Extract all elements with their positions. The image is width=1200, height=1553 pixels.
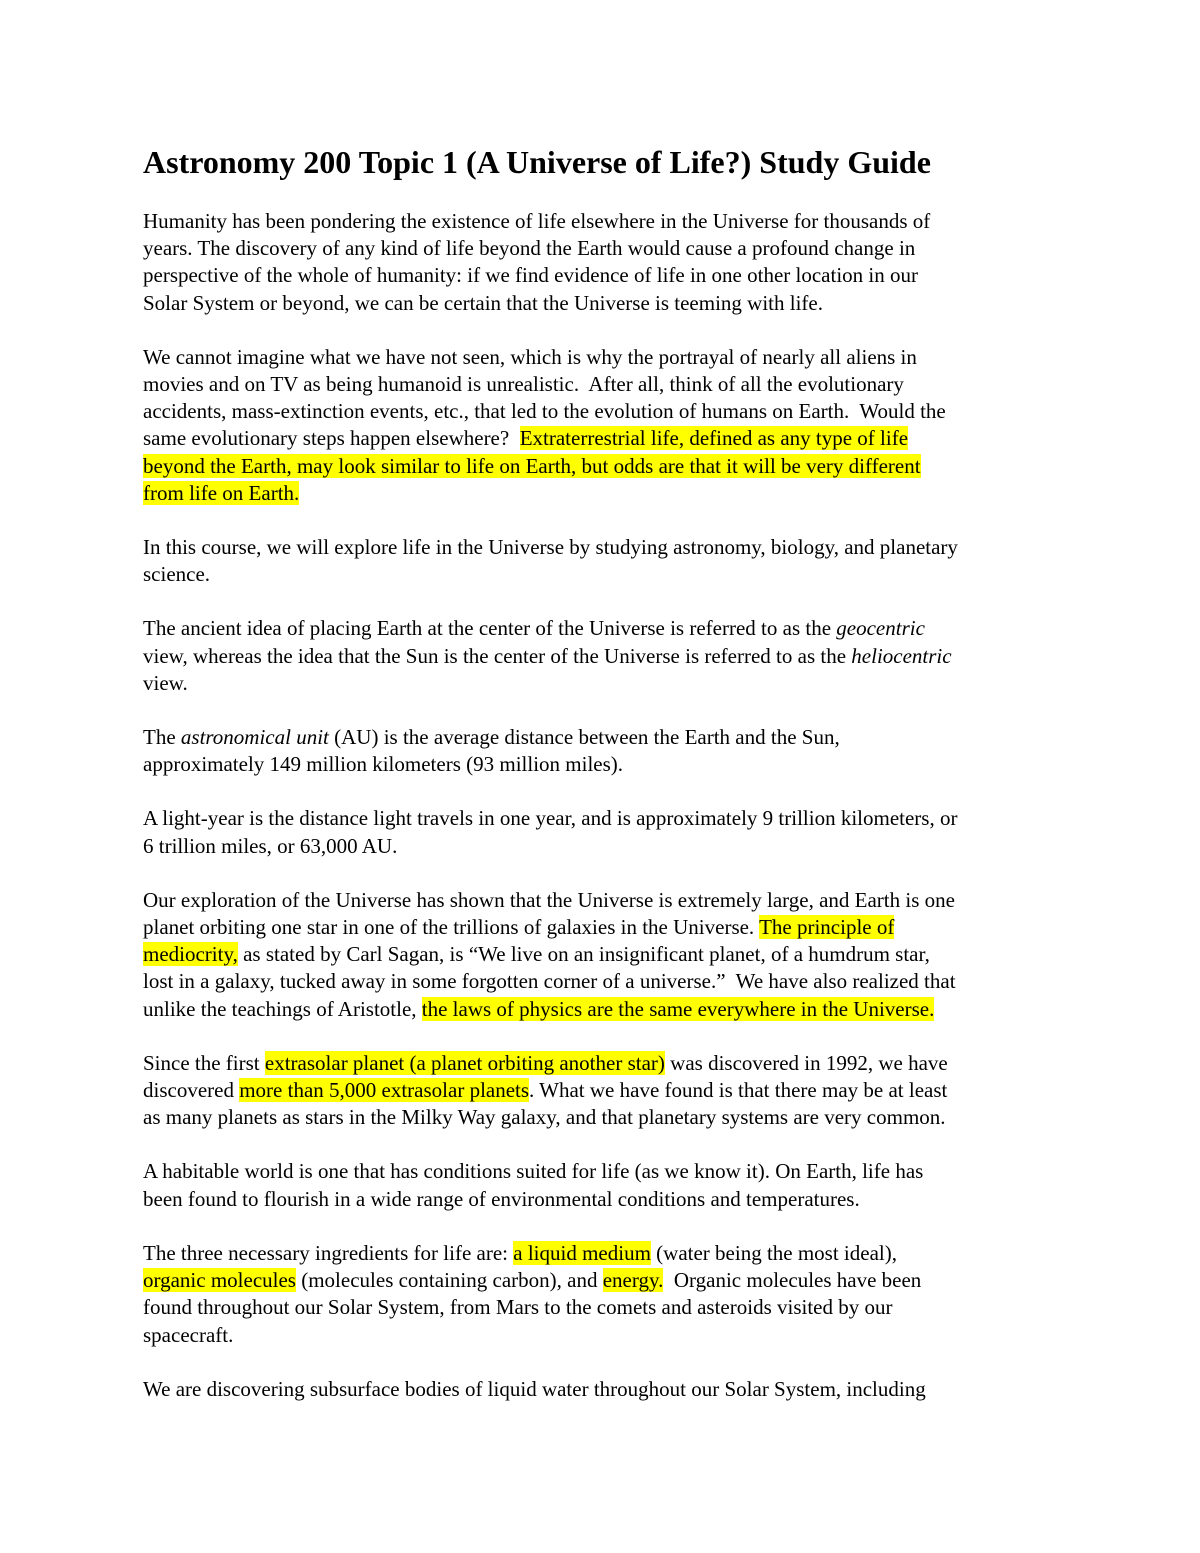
text-run: The ancient idea of placing Earth at the center of the Universe is referred to as the — [143, 616, 837, 641]
text-run: 6 trillion miles, or 63,000 AU. — [143, 833, 398, 858]
text-line — [143, 235, 1068, 262]
paragraph — [143, 805, 1068, 859]
text-line — [143, 453, 1068, 480]
text-run: In this course, we will explore life in the Universe by studying astronomy, biology, and planetary — [143, 535, 958, 560]
highlighted-text: more than 5,000 extrasolar planets — [239, 1078, 530, 1103]
text-line — [143, 1240, 1068, 1267]
highlighted-text: beyond the Earth, may look similar to life on Earth, but odds are that it will be very different — [143, 453, 921, 478]
text-line — [143, 724, 1068, 751]
document-body — [143, 138, 1068, 1430]
text-run: science. — [143, 562, 211, 587]
text-line — [143, 290, 1068, 317]
text-run: accidents, mass-extinction events, etc., that led to the evolution of humans on Earth. Would the — [143, 399, 946, 424]
text-run: Our exploration of the Universe has shown that the Universe is extremely large, and Earth is one — [143, 887, 955, 912]
text-run: was discovered in 1992, we have — [664, 1050, 948, 1075]
text-run: (water being the most ideal), — [650, 1240, 897, 1265]
text-run: lost in a galaxy, tucked away in some forgotten corner of a universe.” We have also realized that — [143, 969, 956, 994]
text-run: (AU) is the average distance between the Earth and the Sun, — [328, 725, 840, 750]
highlighted-text: energy. — [602, 1268, 664, 1293]
highlighted-text: organic molecules — [143, 1268, 296, 1293]
text-run: Since the first — [143, 1050, 265, 1075]
text-run: as many planets as stars in the Milky Way galaxy, and that planetary systems are very common. — [143, 1105, 946, 1130]
text-line — [143, 1050, 1068, 1077]
paragraph — [143, 1050, 1068, 1132]
text-run: unlike the teachings of Aristotle, — [143, 996, 422, 1021]
text-line — [143, 1104, 1068, 1131]
text-line — [143, 996, 1068, 1023]
text-line — [143, 561, 1068, 588]
text-line — [143, 1077, 1068, 1104]
paragraph — [143, 724, 1068, 778]
highlighted-text: a liquid medium — [513, 1240, 651, 1265]
text-line — [143, 1376, 1068, 1403]
highlighted-text: the laws of physics are the same everywhere in the Universe. — [421, 996, 935, 1021]
text-line — [143, 262, 1068, 289]
text-line — [143, 425, 1068, 452]
text-line — [143, 480, 1068, 507]
paragraph — [143, 1240, 1068, 1349]
text-line — [143, 534, 1068, 561]
paragraph — [143, 344, 1068, 507]
text-line — [143, 371, 1068, 398]
highlighted-text: mediocrity, — [143, 942, 238, 967]
text-line — [143, 833, 1068, 860]
text-run: The three necessary ingredients for life are: — [143, 1240, 514, 1265]
text-line — [143, 1186, 1068, 1213]
text-line — [143, 344, 1068, 371]
text-run: been found to flourish in a wide range of environmental conditions and temperatures. — [143, 1186, 860, 1211]
text-line — [143, 1322, 1068, 1349]
text-line — [143, 914, 1068, 941]
text-run: We cannot imagine what we have not seen, which is why the portrayal of nearly all aliens in — [143, 344, 917, 369]
text-run: The — [143, 725, 181, 750]
text-line — [143, 643, 1068, 670]
text-line — [143, 941, 1068, 968]
text-line — [143, 1158, 1068, 1185]
text-run: movies and on TV as being humanoid is unrealistic. After all, think of all the evolutionary — [143, 372, 904, 397]
text-run: Solar System or beyond, we can be certain that the Universe is teeming with life. — [143, 290, 823, 315]
text-line — [143, 1267, 1068, 1294]
text-run: (molecules containing carbon), and — [295, 1268, 603, 1293]
italic-term: heliocentric — [851, 643, 952, 668]
text-line — [143, 805, 1068, 832]
document-title: Astronomy 200 Topic 1 (A Universe of Life?) Study Guide — [143, 144, 931, 180]
highlighted-text: Extraterrestrial life, defined as any type of life — [519, 426, 909, 451]
text-run: found throughout our Solar System, from Mars to the comets and asteroids visited by our — [143, 1295, 893, 1320]
paragraph — [143, 1376, 1068, 1403]
paragraph — [143, 208, 1068, 317]
text-run: planet orbiting one star in one of the trillions of galaxies in the Universe. — [143, 915, 760, 940]
text-run: years. The discovery of any kind of life beyond the Earth would cause a profound change in — [143, 236, 916, 261]
italic-term: geocentric — [836, 616, 925, 641]
text-run: as stated by Carl Sagan, is “We live on an insignificant planet, of a humdrum star, — [237, 942, 930, 967]
highlighted-text: from life on Earth. — [143, 480, 300, 505]
paragraph — [143, 1158, 1068, 1212]
italic-term: astronomical unit — [180, 725, 329, 750]
text-run: A habitable world is one that has conditions suited for life (as we know it). On Earth, life has — [143, 1159, 924, 1184]
text-line — [143, 887, 1068, 914]
text-run: approximately 149 million kilometers (93 million miles). — [143, 752, 624, 777]
text-line — [143, 398, 1068, 425]
text-line — [143, 1294, 1068, 1321]
text-run: A light-year is the distance light travels in one year, and is approximately 9 trillion kilometers, or — [143, 806, 958, 831]
text-run: Humanity has been pondering the existence of life elsewhere in the Universe for thousands of — [143, 209, 931, 233]
text-run: view, whereas the idea that the Sun is the center of the Universe is referred to as the — [143, 643, 852, 668]
paragraph — [143, 887, 1068, 1023]
text-run: . What we have found is that there may be at least — [529, 1078, 948, 1103]
text-run: Organic molecules have been — [663, 1268, 922, 1293]
text-run: same evolutionary steps happen elsewhere? — [143, 426, 520, 451]
paragraph-list — [143, 208, 1068, 1403]
text-run: discovered — [143, 1078, 240, 1103]
highlighted-text: The principle of — [759, 915, 895, 940]
text-line — [143, 670, 1068, 697]
paragraph — [143, 615, 1068, 697]
text-line — [143, 615, 1068, 642]
text-run: spacecraft. — [143, 1322, 234, 1347]
highlighted-text: extrasolar planet (a planet orbiting another star) — [264, 1050, 665, 1075]
text-line — [143, 968, 1068, 995]
text-run: perspective of the whole of humanity: if we find evidence of life in one other location in our — [143, 263, 919, 288]
text-run: view. — [143, 670, 188, 695]
text-line — [143, 751, 1068, 778]
text-run: We are discovering subsurface bodies of liquid water throughout our Solar System, including — [143, 1376, 926, 1401]
paragraph — [143, 534, 1068, 588]
text-line — [143, 208, 1068, 235]
